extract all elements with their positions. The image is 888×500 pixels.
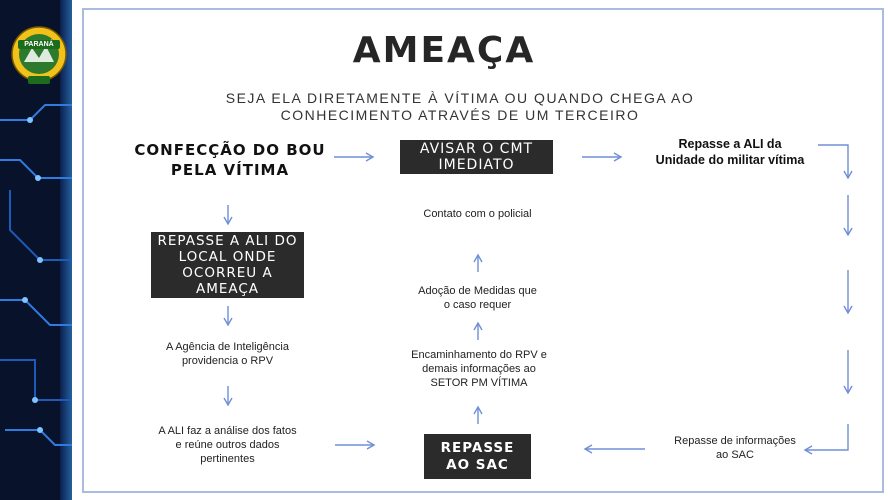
node-repasse-sac: REPASSE AO SAC	[424, 434, 531, 479]
node-contato-policial: Contato com o policial	[423, 208, 532, 220]
node-adocao-medidas: Adoção de Medidas que o caso requer	[418, 285, 537, 311]
arrow-right-column-start	[818, 145, 848, 178]
node-repasse-ali-local: REPASSE A ALI DO LOCAL ONDE OCORREU A AMEAÇA	[151, 232, 304, 298]
logo-banner-text: PARANÁ	[24, 41, 54, 48]
node-agencia-inteligencia: A Agência de Inteligência providencia o RPV	[166, 341, 289, 367]
page-title: AMEAÇA	[352, 30, 536, 71]
node-encaminhamento-rpv: Encaminhamento do RPV e demais informações ao SETOR PM VÍTIMA	[411, 349, 547, 389]
node-repasse-informacoes-sac: Repasse de informações ao SAC	[674, 435, 796, 461]
node-confeccao-bou: CONFECÇÃO DO BOU PELA VÍTIMA	[134, 141, 326, 179]
node-ali-analise: A ALI faz a análise dos fatos e reúne outros dados pertinentes	[158, 425, 297, 465]
node-avisar-cmt: AVISAR O CMT IMEDIATO	[400, 140, 553, 174]
node-repasse-ali-unidade: Repasse a ALI da Unidade do militar vítima	[655, 137, 805, 167]
page-subtitle: SEJA ELA DIRETAMENTE À VÍTIMA OU QUANDO CHEGA AO CONHECIMENTO ATRAVÉS DE UM TERCEIRO	[225, 90, 695, 123]
arrow-right-column-end	[805, 424, 848, 450]
